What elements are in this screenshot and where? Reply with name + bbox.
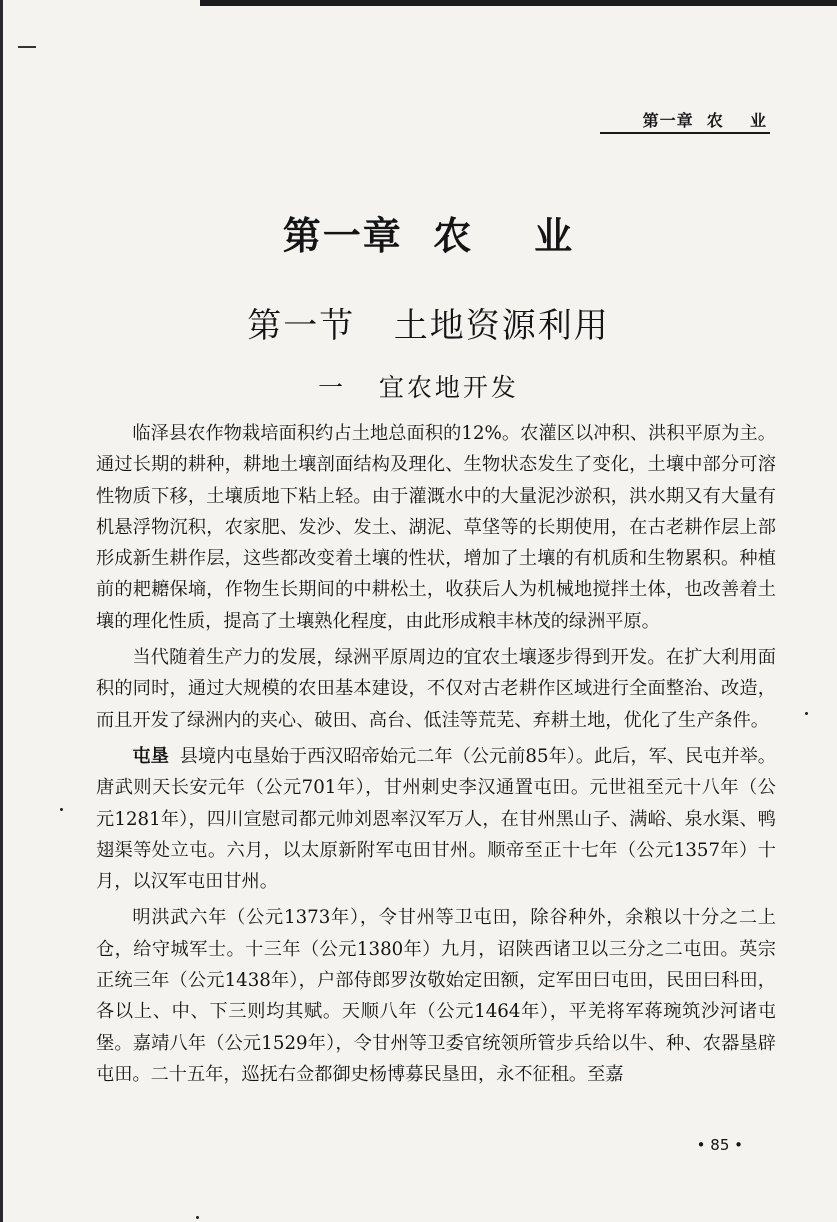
paragraph-text: 临泽县农作物栽培面积约占土地总面积的12%。农灌区以冲积、洪积平原为主。通过长期的耕种，耕地土壤剖面结构及理化、生物状态发生了变化，土壤中部分可溶性物质下移，土壤质地下粘上轻。由于灌溉水中的大量泥沙淤积，洪水期又有大量有机悬浮物沉积，农家肥、发沙、发土、湖泥、草垡等的长期使用，在古老耕作层上部形成新生耕作层，这些都改变着土壤的性状，增加了土壤的有机质和生物累积。种植前的耙耱保墒，作物生长期间的中耕松土，收获后人为机械地搅拌土体，也改善着土壤的理化性质，提高了土壤熟化程度，由此形成粮丰林茂的绿洲平原。 (96, 423, 776, 632)
section-title: 第一节 土地资源利用 (247, 306, 610, 346)
scan-speck (60, 808, 63, 811)
paragraph (96, 741, 776, 897)
subsection-title: 一 宜农地开发 (318, 373, 519, 402)
page-number: • 85 • (696, 1136, 743, 1154)
scan-speck (196, 1216, 199, 1219)
header-rule (600, 132, 770, 134)
chapter-title: 第一章 农 业 (282, 214, 575, 258)
paragraph-text: 当代随着生产力的发展，绿洲平原周边的宜农土壤逐步得到开发。在扩大利用面积的同时，通过大规模的农田基本建设，不仅对古老耕作区域进行全面整治、改造，而且开发了绿洲内的夹心、破田、高台、低洼等荒芜、弃耕土地，优化了生产条件。 (96, 647, 776, 731)
scan-edge-top (200, 0, 837, 6)
paragraph-text: 明洪武六年（公元1373年），令甘州等卫屯田，除谷种外，余粮以十分之二上仓，给守城军士。十三年（公元1380年）九月，诏陕西诸卫以三分之二屯田。英宗正统三年（公元1438年），户部侍郎罗汝敬始定田额，定军田曰屯田，民田曰科田，各以上、中、下三则均其赋。天顺八年（公元1464年），平羌将军蒋琬筑沙河诸屯堡。嘉靖八年（公元1529年），令甘州等卫委官统领所管步兵给以牛、种、农器垦辟屯田。二十五年，巡抚右佥都御史杨博募民垦田，永不征租。至嘉 (96, 907, 776, 1085)
paragraph-text: 县境内屯垦始于西汉昭帝始元二年（公元前85年）。此后，军、民屯并举。唐武则天长安元年（公元701年），甘州刺史李汉通置屯田。元世祖至元十八年（公元1281年），四川宣慰司都元帅刘恩率汉军万人，在甘州黑山子、满峪、泉水渠、鸭翅渠等处立屯。六月，以太原新附军屯田甘州。顺帝至正十七年（公元1357年）十月，以汉军屯田甘州。 (96, 745, 776, 893)
paragraph-term: 屯垦 (132, 745, 169, 767)
running-header: 第一章 农 业 (642, 111, 767, 130)
body-text (96, 418, 776, 1095)
paragraph (96, 418, 776, 637)
paragraph (96, 902, 776, 1090)
scan-speck (805, 712, 808, 715)
scan-mark (18, 46, 36, 48)
scan-edge-left (0, 0, 3, 1222)
paragraph (96, 642, 776, 736)
